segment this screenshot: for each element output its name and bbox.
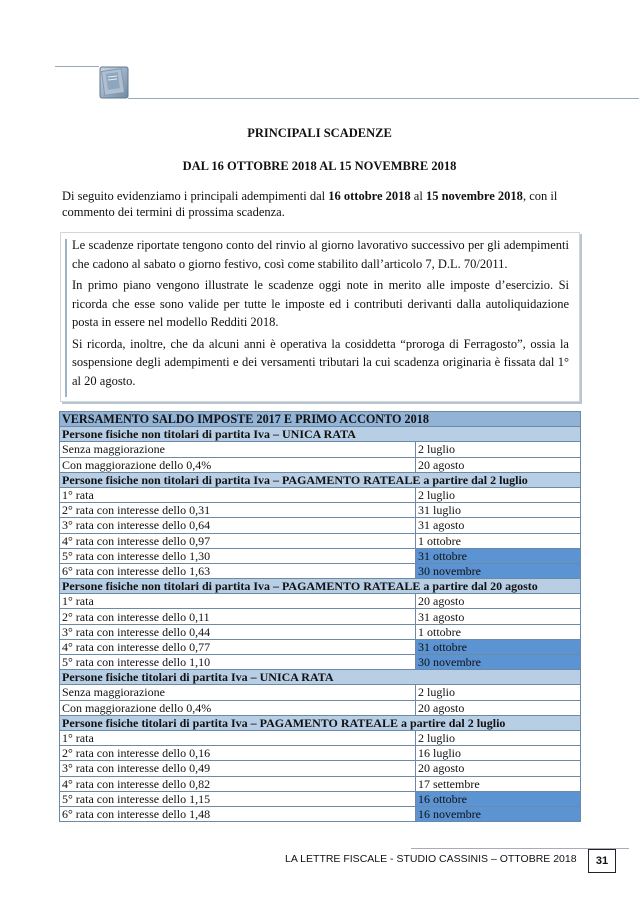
row-date: 20 agosto [416, 594, 581, 609]
table-title: VERSAMENTO SALDO IMPOSTE 2017 E PRIMO ACCONTO 2018 [60, 412, 581, 427]
row-date: 1 ottobre [416, 624, 581, 639]
note-paragraph-1: Le scadenze riportate tengono conto del rinvio al giorno lavorativo successivo per gli adempimenti che cadono al sabato o giorno festivo, così come stabilito dall’articolo 7, D.L. 70/2011. [72, 238, 569, 271]
row-date: 20 agosto [416, 457, 581, 472]
table-row [60, 503, 581, 518]
table-row [60, 609, 581, 624]
table-row [60, 548, 581, 563]
table-title-row [60, 412, 581, 427]
row-label: 6° rata con interesse dello 1,63 [60, 563, 416, 578]
row-label: 1° rata [60, 730, 416, 745]
row-date: 16 luglio [416, 746, 581, 761]
row-date: 16 novembre [416, 806, 581, 821]
row-date: 30 novembre [416, 655, 581, 670]
row-label: 3° rata con interesse dello 0,49 [60, 761, 416, 776]
note-paragraph-3: Si ricorda, inoltre, che da alcuni anni è operativa la cosiddetta “proroga di Ferragosto”, ossia la sospensione degli adempimenti e dei versamenti tributari la cui scadenza originaria è fissata dal 1° al 20 agosto. [72, 336, 569, 388]
row-date: 31 ottobre [416, 548, 581, 563]
row-date: 20 agosto [416, 761, 581, 776]
row-label: 1° rata [60, 594, 416, 609]
section-heading-row [60, 715, 581, 730]
section-heading: Persone fisiche titolari di partita Iva – PAGAMENTO RATEALE a partire dal 2 luglio [60, 715, 581, 730]
row-date: 2 luglio [416, 685, 581, 700]
table-row [60, 487, 581, 502]
section-heading: Persone fisiche non titolari di partita Iva – PAGAMENTO RATEALE a partire dal 2 luglio [60, 472, 581, 487]
note-paragraph-2: In primo piano vengono illustrate le scadenze oggi note in merito alle imposte d’esercizio. Si ricorda che esse sono valide per tutte le imposte ed i contributi derivanti dalla autoliquidazione posta in essere nel modello Redditi 2018. [72, 278, 569, 329]
table-row [60, 518, 581, 533]
table-row [60, 563, 581, 578]
row-label: 2° rata con interesse dello 0,11 [60, 609, 416, 624]
table-row [60, 761, 581, 776]
row-label: 3° rata con interesse dello 0,64 [60, 518, 416, 533]
section-heading-row [60, 472, 581, 487]
row-label: Senza maggiorazione [60, 442, 416, 457]
page-title: PRINCIPALI SCADENZE [247, 126, 392, 140]
row-date: 20 agosto [416, 700, 581, 715]
row-label: 3° rata con interesse dello 0,44 [60, 624, 416, 639]
row-label: Con maggiorazione dello 0,4% [60, 457, 416, 472]
section-heading: Persone fisiche titolari di partita Iva – UNICA RATA [60, 670, 581, 685]
row-label: Con maggiorazione dello 0,4% [60, 700, 416, 715]
table-row [60, 700, 581, 715]
table-row [60, 791, 581, 806]
note-box [60, 232, 580, 402]
intro-date-start: 16 ottobre 2018 [328, 189, 411, 203]
row-label: 4° rata con interesse dello 0,77 [60, 639, 416, 654]
section-heading: Persone fisiche non titolari di partita Iva – PAGAMENTO RATEALE a partire dal 20 agosto [60, 579, 581, 594]
row-label: 6° rata con interesse dello 1,48 [60, 806, 416, 821]
table-row [60, 746, 581, 761]
intro-text-3: , con il commento dei termini di prossima scadenza. [62, 189, 558, 219]
table-row [60, 442, 581, 457]
row-date: 31 agosto [416, 518, 581, 533]
table-row [60, 806, 581, 821]
header-rule-left [55, 66, 99, 67]
book-logo-icon [99, 66, 129, 99]
table-row [60, 685, 581, 700]
row-date: 30 novembre [416, 563, 581, 578]
row-label: 5° rata con interesse dello 1,15 [60, 791, 416, 806]
row-label: Senza maggiorazione [60, 685, 416, 700]
row-label: 1° rata [60, 487, 416, 502]
page-subtitle: DAL 16 OTTOBRE 2018 AL 15 NOVEMBRE 2018 [182, 159, 457, 173]
note-box-accent [65, 239, 67, 397]
section-heading-row [60, 427, 581, 442]
row-date: 31 ottobre [416, 639, 581, 654]
table-row [60, 776, 581, 791]
row-date: 31 agosto [416, 609, 581, 624]
section-heading-row [60, 670, 581, 685]
row-date: 2 luglio [416, 442, 581, 457]
row-label: 4° rata con interesse dello 0,82 [60, 776, 416, 791]
row-label: 4° rata con interesse dello 0,97 [60, 533, 416, 548]
table-row [60, 655, 581, 670]
row-label: 2° rata con interesse dello 0,31 [60, 503, 416, 518]
row-label: 2° rata con interesse dello 0,16 [60, 746, 416, 761]
row-date: 2 luglio [416, 730, 581, 745]
page-number: 31 [588, 849, 616, 873]
intro-text-2: al [410, 189, 426, 203]
table-row [60, 639, 581, 654]
intro-text-1: Di seguito evidenziamo i principali adempimenti dal [62, 189, 329, 203]
intro-date-end: 15 novembre 2018 [425, 189, 523, 203]
row-date: 16 ottobre [416, 791, 581, 806]
section-heading: Persone fisiche non titolari di partita Iva – UNICA RATA [60, 427, 581, 442]
table-row [60, 624, 581, 639]
row-label: 5° rata con interesse dello 1,30 [60, 548, 416, 563]
row-date: 1 ottobre [416, 533, 581, 548]
table-row [60, 594, 581, 609]
row-date: 2 luglio [416, 487, 581, 502]
header-rule-right [128, 98, 639, 99]
intro-paragraph [62, 188, 582, 220]
table-row [60, 457, 581, 472]
row-date: 31 luglio [416, 503, 581, 518]
row-label: 5° rata con interesse dello 1,10 [60, 655, 416, 670]
section-heading-row [60, 579, 581, 594]
deadlines-table [59, 411, 581, 822]
row-date: 17 settembre [416, 776, 581, 791]
footer-text: LA LETTRE FISCALE - STUDIO CASSINIS – OTTOBRE 2018 [285, 853, 577, 865]
table-row [60, 533, 581, 548]
table-row [60, 730, 581, 745]
